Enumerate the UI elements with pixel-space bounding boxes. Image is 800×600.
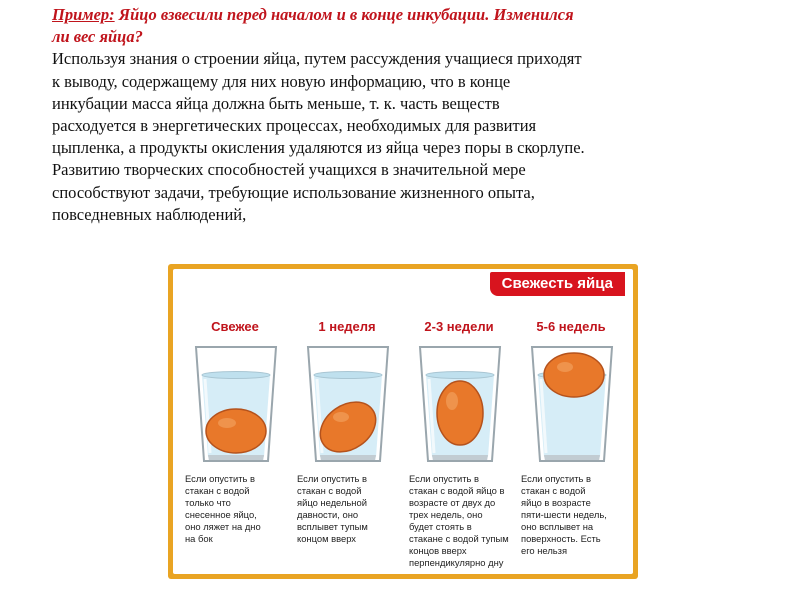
water-glass-icon xyxy=(417,345,503,463)
column-5-6-weeks xyxy=(517,311,625,569)
example-label: Пример: xyxy=(52,5,115,24)
body-line: способствуют задачи, требующие использование жизненного опыта, xyxy=(52,182,535,202)
egg-icon xyxy=(437,381,483,445)
example-question xyxy=(52,4,752,26)
column-label: Свежее xyxy=(211,319,259,334)
example-question-line1: Яйцо взвесили перед началом и в конце инкубации. Изменился xyxy=(114,5,574,24)
column-label: 1 неделя xyxy=(318,319,376,334)
column-description: Если опустить в стакан с водой яйцо недельной давности, оно всплывет тупым концом вверх xyxy=(297,473,368,544)
column-description: Если опустить в стакан с водой яйцо в возрасте от двух до трех недель, оно будет стоять в стакане с водой тупым концов вверх перпендикулярно дну xyxy=(409,473,509,568)
egg-icon xyxy=(544,353,604,397)
egg-freshness-poster xyxy=(168,264,638,579)
water-glass-icon xyxy=(305,345,391,463)
poster-panel xyxy=(173,269,633,574)
example-question-line2: ли вес яйца? xyxy=(52,27,143,47)
column-description: Если опустить в стакан с водой яйцо в возрасте пяти-шести недель, оно всплывет на поверхность. Есть его нельзя xyxy=(521,473,607,556)
column-label: 5-6 недель xyxy=(536,319,606,334)
body-line: Развитию творческих способностей учащихся в значительной мере xyxy=(52,160,526,180)
body-line: повседневных наблюдений, xyxy=(52,204,247,224)
text-block xyxy=(52,4,752,226)
water-glass-icon xyxy=(529,345,615,463)
body-line: инкубации масса яйца должна быть меньше, т. к. часть веществ xyxy=(52,93,500,113)
column-description: Если опустить в стакан с водой только что снесенное яйцо, оно ляжет на дно на бок xyxy=(185,473,261,544)
column-fresh xyxy=(181,311,289,569)
column-2-3-weeks xyxy=(405,311,513,569)
body-line: к выводу, содержащему для них новую информацию, что в конце xyxy=(52,71,511,91)
column-label: 2-3 недели xyxy=(424,319,494,334)
body-line: цыпленка, а продукты окисления удаляются из яйца через поры в скорлупе. xyxy=(52,138,585,158)
body-line: Используя знания о строении яйца, путем рассуждения учащиеся приходят xyxy=(52,49,582,69)
water-glass-icon xyxy=(193,345,279,463)
body-line: расходуется в энергетических процессах, необходимых для развития xyxy=(52,116,537,136)
egg-icon xyxy=(206,409,266,453)
column-1-week xyxy=(293,311,401,569)
poster-title: Свежесть яйца xyxy=(490,272,625,296)
poster-columns xyxy=(181,311,625,571)
